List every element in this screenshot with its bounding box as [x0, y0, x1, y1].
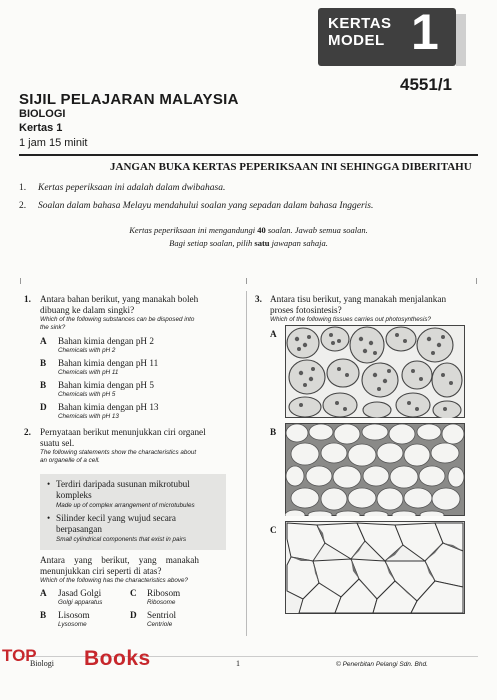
- badge-number: 1: [411, 4, 439, 60]
- q2-bullet-1-line-1: Terdiri daripada susunan mikrotubul: [56, 479, 190, 489]
- q3-eng-1: Which of the following tissues carries out photosynthesis?: [270, 316, 432, 323]
- note-text: jawapan sahaja.: [269, 238, 328, 248]
- q2-option-c-eng: Ribosome: [147, 599, 176, 606]
- q2-bullet-1-line-2: kompleks: [56, 490, 92, 500]
- q1-option-b-letter[interactable]: B: [40, 358, 47, 368]
- exam-title: SIJIL PELAJARAN MALAYSIA: [19, 91, 239, 108]
- q2-option-b-eng: Lysosome: [58, 621, 87, 628]
- q3-number: 3.: [255, 294, 262, 304]
- note-line-2: [0, 238, 497, 248]
- subject: BIOLOGI: [19, 108, 66, 120]
- q2-option-b-letter[interactable]: B: [40, 610, 47, 620]
- q2-option-d[interactable]: Sentriol: [147, 610, 177, 620]
- q2-option-b[interactable]: Lisosom: [58, 610, 90, 620]
- q2-option-c-letter[interactable]: C: [130, 588, 137, 598]
- q1-line-1: Antara bahan berikut, yang manakah boleh: [40, 294, 199, 304]
- column-divider: [246, 291, 247, 636]
- q2-line-2: suatu sel.: [40, 438, 75, 448]
- duration: 1 jam 15 minit: [19, 137, 88, 149]
- crop-mark: [246, 278, 247, 284]
- instruction-2-text: Soalan dalam bahasa Melayu mendahului soalan yang sepadan dalam bahasa Inggeris.: [38, 201, 374, 211]
- badge-label: [328, 15, 392, 49]
- q3-option-b-letter[interactable]: B: [270, 427, 277, 437]
- q1-option-d-letter[interactable]: D: [40, 402, 47, 412]
- q1-eng-2: the sink?: [40, 324, 66, 331]
- q2-number: 2.: [24, 427, 31, 437]
- badge-line-2: MODEL: [328, 32, 385, 49]
- tissue-c-image[interactable]: [285, 521, 465, 614]
- q2-line-1: Pernyataan berikut menunjukkan ciri organel: [40, 427, 206, 437]
- q1-number: 1.: [24, 294, 31, 304]
- note-text: Kertas peperiksaan ini mengandungi: [129, 225, 258, 235]
- q1-option-a-letter[interactable]: A: [40, 336, 47, 346]
- note-bold: satu: [254, 238, 270, 248]
- q2-bullet-1-eng: Made up of complex arrangement of microtubules: [56, 502, 195, 509]
- topbooks-logo-top: TOP: [2, 646, 37, 665]
- topbooks-logo-books: Books: [84, 647, 151, 670]
- q1-option-b[interactable]: Bahan kimia dengan pH 11: [58, 358, 159, 368]
- note-text: soalan. Jawab semua soalan.: [265, 225, 368, 235]
- q1-line-2: dibuang ke dalam singki?: [40, 305, 135, 315]
- q1-option-b-eng: Chemicals with pH 11: [58, 369, 119, 376]
- q2-eng-2: an organelle of a cell.: [40, 457, 100, 464]
- q2-ask-line-2: menunjukkan ciri seperti di atas?: [40, 566, 162, 576]
- q3-line-2: proses fotosintesis?: [270, 305, 342, 315]
- q3-line-1: Antara tisu berikut, yang manakah menjalankan: [270, 294, 447, 304]
- warning-text: JANGAN BUKA KERTAS PEPERIKSAAN INI SEHINGGA DIBERITAHU: [110, 161, 472, 173]
- page-number: 1: [236, 659, 240, 668]
- tissue-a-image[interactable]: [285, 325, 465, 418]
- q2-bullet-2-eng: Small cylindrical components that exist in pairs: [56, 536, 187, 543]
- q3-option-c-letter[interactable]: C: [270, 525, 277, 535]
- q1-option-c-letter[interactable]: B: [40, 380, 47, 390]
- note-text: Bagi setiap soalan, pilih: [169, 238, 255, 248]
- q2-option-a-letter[interactable]: A: [40, 588, 47, 598]
- q2-bullet-2-line-2: berpasangan: [56, 524, 102, 534]
- tissue-b-image[interactable]: [285, 423, 465, 516]
- q1-eng-1: Which of the following substances can be disposed into: [40, 316, 195, 323]
- crop-mark: [476, 278, 477, 284]
- bullet-dot: •: [47, 479, 51, 489]
- q1-option-c[interactable]: Bahan kimia dengan pH 5: [58, 380, 154, 390]
- q2-ask-line-1: Antara yang berikut, yang manakah: [40, 555, 199, 565]
- instruction-1-num: 1.: [19, 183, 27, 193]
- q2-bullet-2-line-1: Silinder kecil yang wujud secara: [56, 513, 176, 523]
- q2-option-a-eng: Golgi apparatus: [58, 599, 103, 606]
- q2-ask-eng: Which of the following has the characteristics above?: [40, 577, 189, 584]
- instruction-1-text: Kertas peperiksaan ini adalah dalam dwibahasa.: [38, 183, 226, 193]
- paper-number: Kertas 1: [19, 122, 63, 134]
- q3-option-a-letter[interactable]: A: [270, 329, 277, 339]
- badge-line-1: KERTAS: [328, 15, 392, 32]
- q2-option-c[interactable]: Ribosom: [147, 588, 181, 598]
- q2-option-a[interactable]: Jasad Golgi: [58, 588, 102, 598]
- bullet-dot: •: [47, 513, 51, 523]
- publisher: © Penerbitan Pelangi Sdn. Bhd.: [336, 661, 428, 668]
- note-bold: 40: [257, 225, 266, 235]
- note-line-1: [0, 225, 497, 235]
- q2-eng-1: The following statements show the characteristics about: [40, 449, 197, 456]
- paper-code: 4551/1: [400, 75, 452, 94]
- header-divider: [19, 154, 478, 156]
- q1-option-d-eng: Chemicals with pH 13: [58, 413, 119, 420]
- badge-tab: [456, 14, 466, 66]
- q2-option-d-letter[interactable]: D: [130, 610, 137, 620]
- q2-option-d-eng: Centriole: [147, 621, 173, 628]
- footer-left: Biologi: [30, 659, 55, 668]
- q1-option-a[interactable]: Bahan kimia dengan pH 2: [58, 336, 154, 346]
- q1-option-a-eng: Chemicals with pH 2: [58, 347, 116, 354]
- crop-mark: [20, 278, 21, 284]
- instruction-2-num: 2.: [19, 201, 27, 211]
- q1-option-d[interactable]: Bahan kimia dengan pH 13: [58, 402, 159, 412]
- q1-option-c-eng: Chemicals with pH 5: [58, 391, 116, 398]
